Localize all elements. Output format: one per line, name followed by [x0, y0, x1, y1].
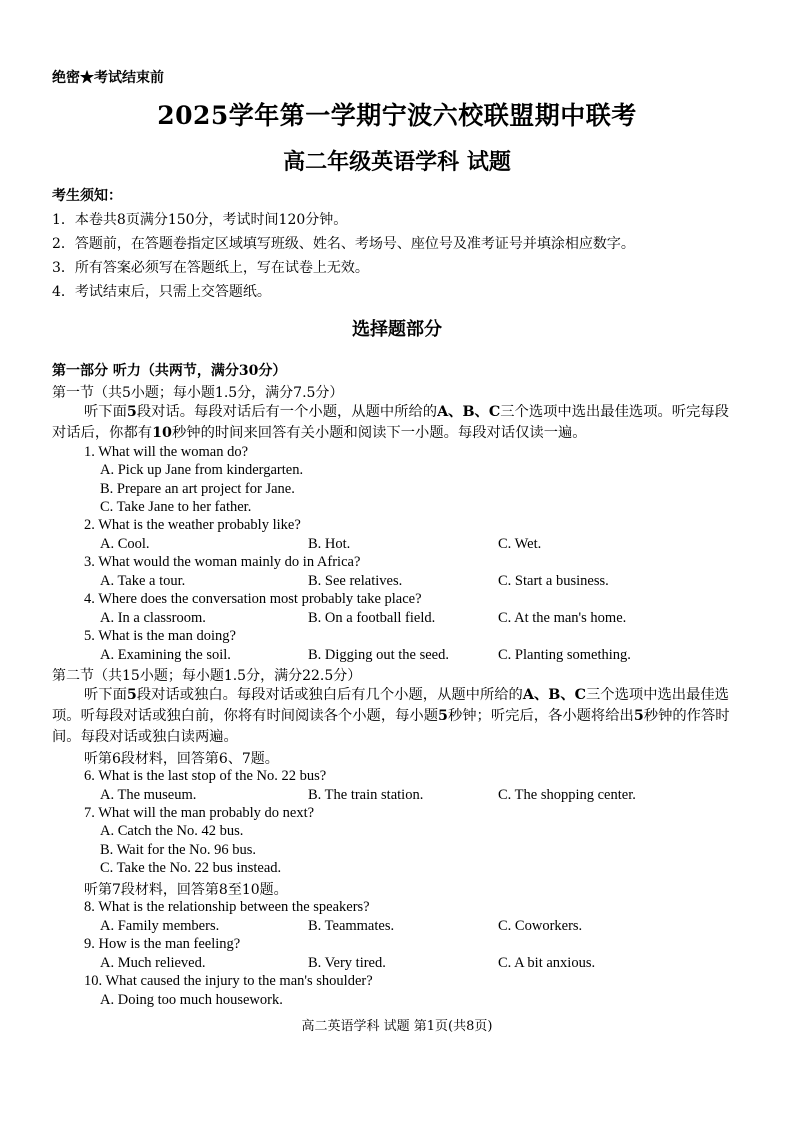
- option-c: C. The shopping center.: [498, 787, 636, 803]
- notice-item: 2．答题前，在答题卷指定区域填写班级、姓名、考场号、座位号及准考证号并填涂相应数字。: [52, 236, 635, 252]
- sec2-instructions: 听下面5段对话或独白。每段对话或独白后有几个小题，从题中所给的A、B、C三个选项中选出最佳选项。听每段对话或独白前，你将有时间阅读各个小题，每小题5秒钟；听完后，各小题将给出5秒钟的作答时间。每段对话或独白读两遍。: [52, 687, 730, 745]
- option-a: A. Take a tour.: [100, 573, 186, 589]
- option-c: C. Take Jane to her father.: [100, 499, 252, 515]
- exam-subtitle: 高二年级英语学科 试题: [283, 149, 511, 175]
- option-b: B. Hot.: [308, 536, 351, 552]
- question-stem: 6. What is the last stop of the No. 22 bus?: [84, 768, 327, 784]
- question-stem: 3. What would the woman mainly do in Africa?: [84, 554, 361, 570]
- option-a: A. Cool.: [100, 536, 150, 552]
- question-stem: 10. What caused the injury to the man's shoulder?: [84, 973, 373, 989]
- option-c: C. At the man's home.: [498, 610, 627, 626]
- option-b: B. Prepare an art project for Jane.: [100, 481, 295, 497]
- option-b: B. Digging out the seed.: [308, 647, 449, 663]
- sec1-instructions: 听下面5段对话。每段对话后有一个小题，从题中所给的A、B、C三个选项中选出最佳选项。听完每段对话后，你都有10秒钟的时间来回答有关小题和阅读下一小题。每段对话仅读一遍。: [52, 404, 729, 441]
- question-stem: 5. What is the man doing?: [84, 628, 236, 644]
- option-c: C. Planting something.: [498, 647, 631, 663]
- notice-heading: 考生须知：: [52, 188, 122, 204]
- notice-item: 1．本卷共8页满分150分，考试时间120分钟。: [52, 212, 348, 228]
- material-note: 听第6段材料，回答第6、7题。: [84, 751, 279, 767]
- option-b: B. Very tired.: [308, 955, 386, 971]
- question-stem: 4. Where does the conversation most probably take place?: [84, 591, 422, 607]
- option-c: C. Take the No. 22 bus instead.: [100, 860, 282, 876]
- question-stem: 8. What is the relationship between the speakers?: [84, 899, 370, 915]
- question-stem: 9. How is the man feeling?: [84, 936, 241, 952]
- option-c: C. A bit anxious.: [498, 955, 596, 971]
- notice-item: 3．所有答案必须写在答题纸上，写在试卷上无效。: [52, 260, 369, 276]
- option-c: C. Start a business.: [498, 573, 609, 589]
- option-a: A. Much relieved.: [100, 955, 206, 971]
- option-a: A. Examining the soil.: [100, 647, 231, 663]
- option-a: A. Family members.: [100, 918, 220, 934]
- option-c: C. Coworkers.: [498, 918, 583, 934]
- option-a: A. Pick up Jane from kindergarten.: [100, 462, 304, 478]
- part1-heading: 第一部分 听力（共两节，满分30分）: [52, 363, 287, 379]
- page-footer: 高二英语学科 试题 第1页(共8页): [301, 1019, 493, 1034]
- option-b: B. On a football field.: [308, 610, 436, 626]
- option-b: B. Teammates.: [308, 918, 395, 934]
- option-a: A. The museum.: [100, 787, 197, 803]
- option-a: A. Catch the No. 42 bus.: [100, 823, 244, 839]
- sec1-heading: 第一节（共5小题；每小题1.5分，满分7.5分）: [52, 385, 344, 401]
- section-title: 选择题部分: [352, 319, 442, 340]
- question-stem: 2. What is the weather probably like?: [84, 517, 301, 533]
- question-stem: 7. What will the man probably do next?: [84, 805, 315, 821]
- option-c: C. Wet.: [498, 536, 542, 552]
- confidential-label: 绝密★考试结束前: [52, 70, 164, 86]
- option-b: B. The train station.: [308, 787, 424, 803]
- material-note: 听第7段材料，回答第8至10题。: [84, 882, 288, 898]
- exam-title: 2025学年第一学期宁波六校联盟期中联考: [157, 101, 637, 130]
- option-b: B. See relatives.: [308, 573, 403, 589]
- notice-item: 4．考试结束后，只需上交答题纸。: [52, 284, 271, 300]
- option-b: B. Wait for the No. 96 bus.: [100, 842, 257, 858]
- option-a: A. Doing too much housework.: [100, 992, 283, 1008]
- sec2-heading: 第二节（共15小题；每小题1.5分，满分22.5分）: [52, 668, 362, 684]
- option-a: A. In a classroom.: [100, 610, 206, 626]
- question-stem: 1. What will the woman do?: [84, 444, 249, 460]
